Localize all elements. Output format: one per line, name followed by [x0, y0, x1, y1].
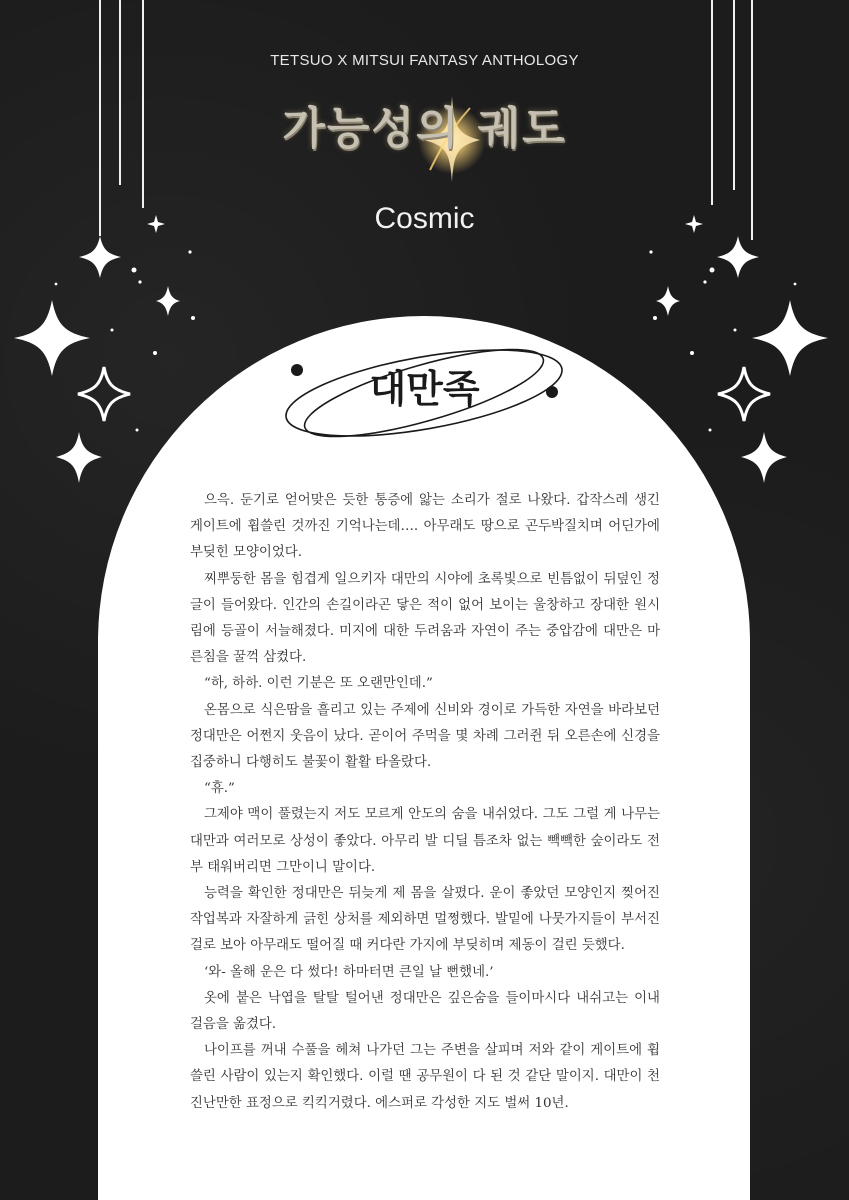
paragraph: ‘와- 올해 운은 다 썼다! 하마터면 큰일 날 뻔했네.’: [204, 964, 494, 980]
paragraph: 옷에 붙은 낙엽을 탈탈 털어낸 정대만은 깊은숨을 들이마시다 내쉬고는 이내 걸음을 옮겼다.: [190, 990, 660, 1033]
anthology-label: TETSUO X MITSUI FANTASY ANTHOLOGY: [270, 52, 579, 69]
paragraph: 그제야 맥이 풀렸는지 저도 모르게 안도의 숨을 내쉬었다. 그도 그럴 게 나무는 대만과 여러모로 상성이 좋았다. 아무리 발 디딜 틈조차 없는 빽빽한 숲이라도 전부 태워버리면 그만이니 말이다.: [190, 807, 660, 875]
paragraph: “휴.”: [204, 781, 235, 797]
paragraph: 능력을 확인한 정대만은 뒤늦게 제 몸을 살폈다. 운이 좋았던 모양인지 찢어진 작업복과 자잘하게 긁힌 상처를 제외하면 멀쩡했다. 발밑에 나뭇가지들이 부서진 걸로 보아 아무래도 떨어질 때 커다란 가지에 부딪히며 제동이 걸린 듯했다.: [190, 886, 660, 954]
paragraph: 찌뿌둥한 몸을 힘겹게 일으키자 대만의 시야에 초록빛으로 빈틈없이 뒤덮인 정글이 들어왔다. 인간의 손길이라곤 닿은 적이 없어 보이는 울창하고 장대한 원시림에 등골이 서늘해졌다. 미지에 대한 두려움과 자연이 주는 중압감에 대만은 마른침을 꿀꺽 삼켰다.: [190, 571, 660, 666]
book-title: 가능성의 궤도: [282, 103, 567, 154]
story-body: [190, 488, 660, 1117]
chapter-title: 대만족: [369, 367, 480, 411]
paragraph: 으윽. 둔기로 얻어맞은 듯한 통증에 앓는 소리가 절로 나왔다. 갑작스레 생긴 게이트에 휩쓸린 것까진 기억나는데…. 아무래도 땅으로 곤두박질치며 어딘가에 부딪힌 모양이었다.: [190, 493, 660, 561]
book-subtitle: Cosmic: [374, 202, 475, 235]
paragraph: “하, 하하. 이런 기분은 또 오랜만인데.”: [204, 676, 433, 692]
paragraph: 나이프를 꺼내 수풀을 헤쳐 나가던 그는 주변을 살피며 저와 같이 게이트에 휩쓸린 사람이 있는지 확인했다. 이럴 땐 공무원이 다 된 것 같단 말이지. 대만이 천진난만한 표정으로 킥킥거렸다. 에스퍼로 각성한 지도 벌써 10년.: [190, 1043, 660, 1111]
paragraph: 온몸으로 식은땀을 흘리고 있는 주제에 신비와 경이로 가득한 자연을 바라보던 정대만은 어쩐지 웃음이 났다. 곧이어 주먹을 몇 차례 그러쥔 뒤 오른손에 신경을 집중하니 다행히도 불꽃이 활활 타올랐다.: [190, 702, 660, 771]
